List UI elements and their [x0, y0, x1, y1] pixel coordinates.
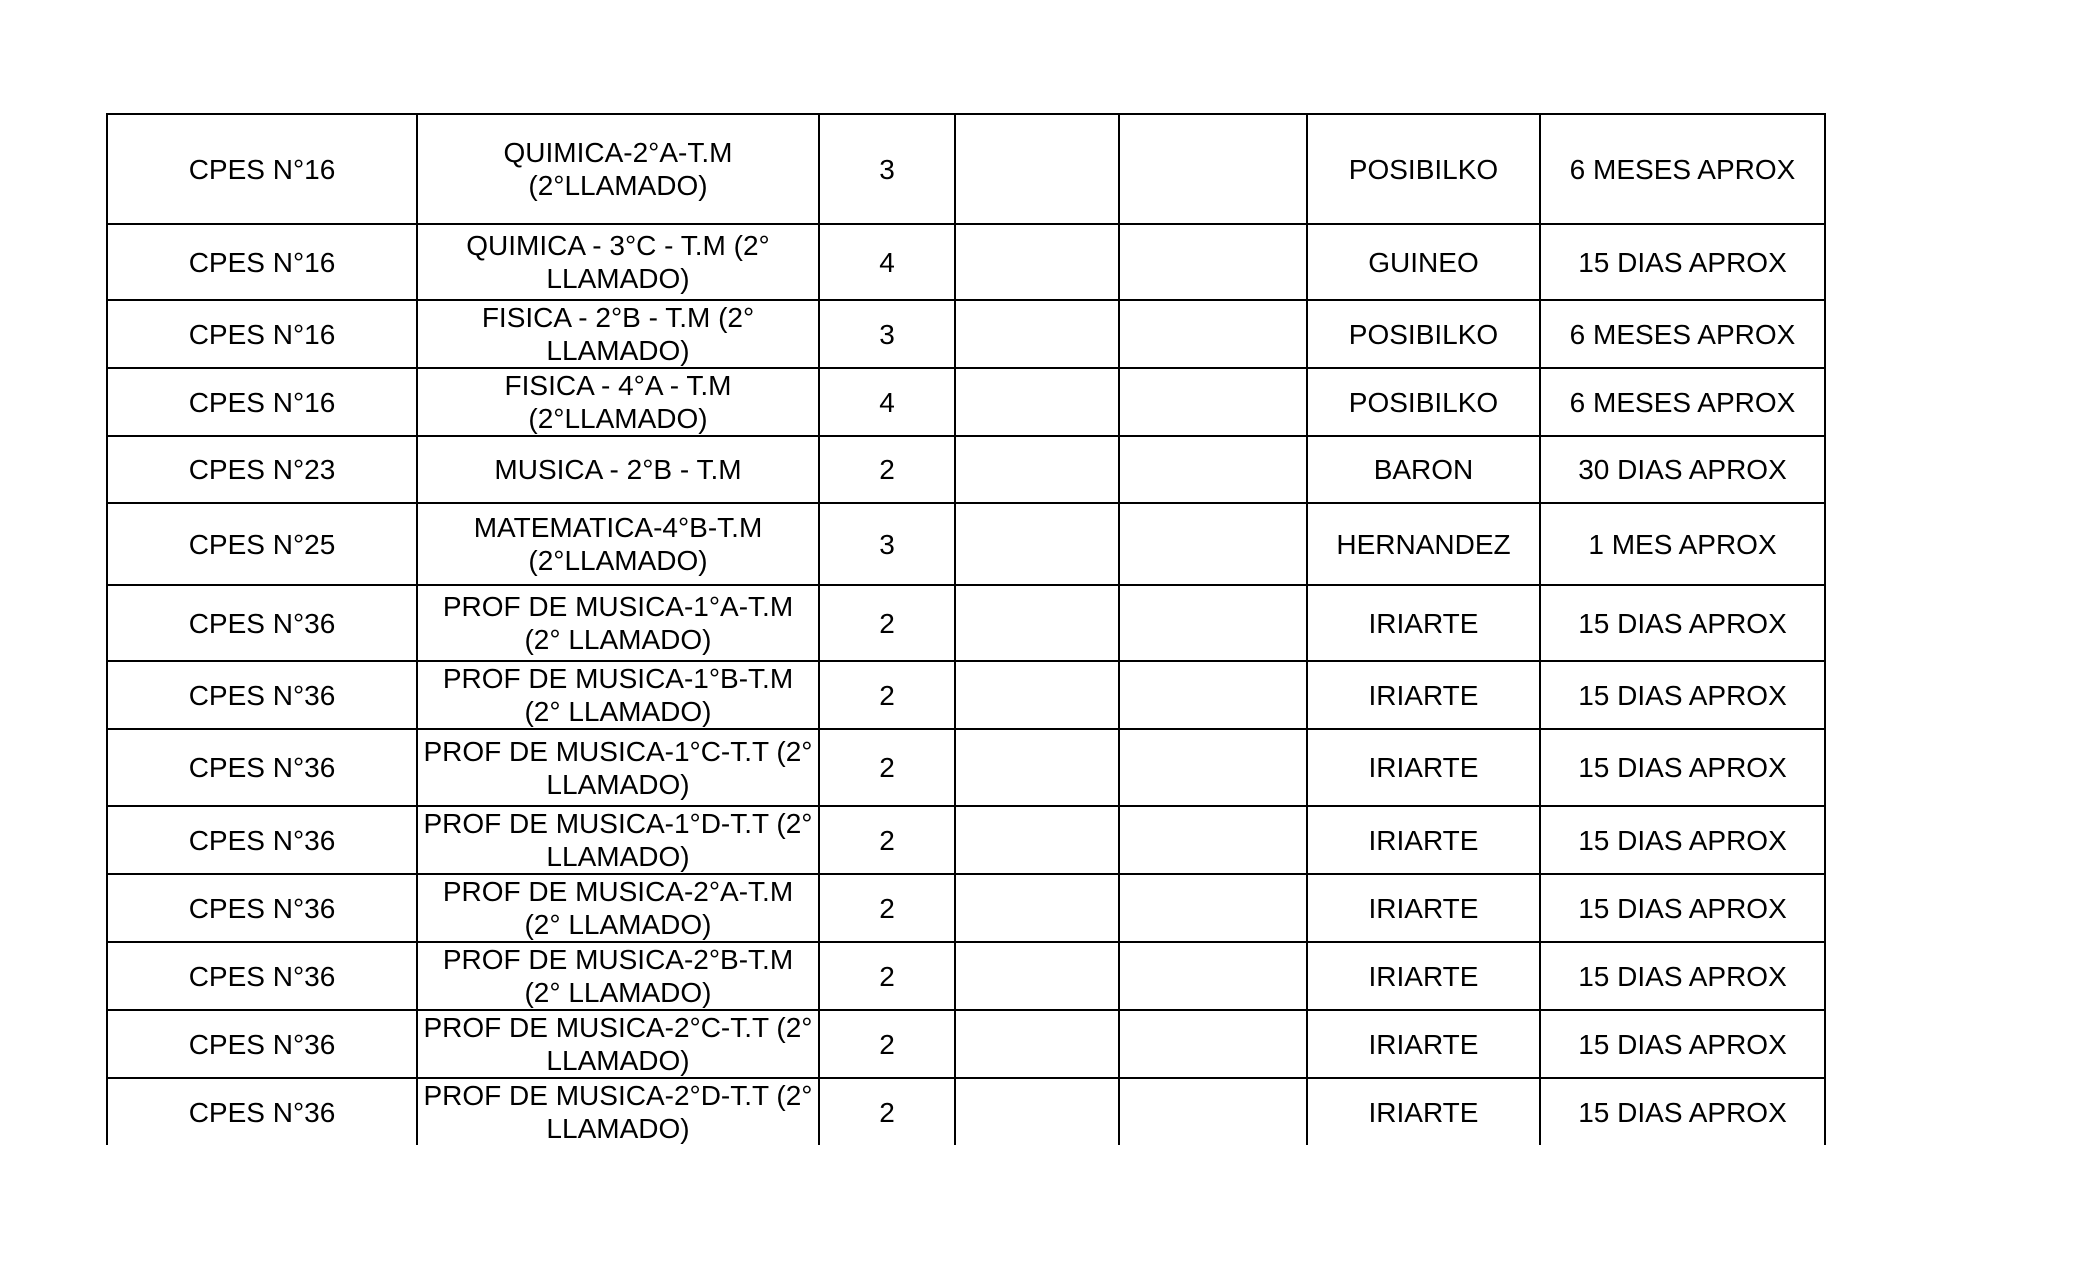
empty-cell	[955, 436, 1119, 503]
subject-cell: MUSICA - 2°B - T.M	[417, 436, 819, 503]
school-cell: CPES N°36	[107, 1078, 417, 1145]
empty-cell	[955, 661, 1119, 729]
hours-cell: 4	[819, 368, 955, 436]
subject-cell: PROF DE MUSICA-1°A-T.M (2° LLAMADO)	[417, 585, 819, 661]
school-cell: CPES N°25	[107, 503, 417, 585]
empty-cell	[1119, 300, 1307, 368]
hours-cell: 2	[819, 585, 955, 661]
duration-cell: 6 MESES APROX	[1540, 114, 1825, 224]
empty-cell	[955, 729, 1119, 806]
teacher-cell: IRIARTE	[1307, 806, 1540, 874]
empty-cell	[955, 114, 1119, 224]
duration-cell: 15 DIAS APROX	[1540, 942, 1825, 1010]
empty-cell	[1119, 874, 1307, 942]
teacher-cell: GUINEO	[1307, 224, 1540, 300]
hours-cell: 3	[819, 300, 955, 368]
empty-cell	[1119, 224, 1307, 300]
school-cell: CPES N°36	[107, 874, 417, 942]
empty-cell	[1119, 114, 1307, 224]
empty-cell	[1119, 729, 1307, 806]
school-cell: CPES N°36	[107, 729, 417, 806]
table-row	[107, 114, 1825, 224]
hours-cell: 2	[819, 1010, 955, 1078]
subject-cell: PROF DE MUSICA-2°D-T.T (2° LLAMADO)	[417, 1078, 819, 1145]
empty-cell	[955, 874, 1119, 942]
empty-cell	[1119, 585, 1307, 661]
subject-cell: FISICA - 2°B - T.M (2° LLAMADO)	[417, 300, 819, 368]
school-cell: CPES N°16	[107, 114, 417, 224]
subject-cell: PROF DE MUSICA-1°D-T.T (2° LLAMADO)	[417, 806, 819, 874]
school-cell: CPES N°36	[107, 585, 417, 661]
duration-cell: 6 MESES APROX	[1540, 368, 1825, 436]
duration-cell: 15 DIAS APROX	[1540, 874, 1825, 942]
subject-cell: QUIMICA - 3°C - T.M (2° LLAMADO)	[417, 224, 819, 300]
subject-cell: PROF DE MUSICA-2°A-T.M (2° LLAMADO)	[417, 874, 819, 942]
vacancy-table	[106, 113, 1826, 1145]
teacher-cell: IRIARTE	[1307, 942, 1540, 1010]
empty-cell	[1119, 942, 1307, 1010]
subject-cell: PROF DE MUSICA-1°C-T.T (2° LLAMADO)	[417, 729, 819, 806]
table-row	[107, 224, 1825, 300]
table-row	[107, 436, 1825, 503]
hours-cell: 3	[819, 503, 955, 585]
duration-cell: 1 MES APROX	[1540, 503, 1825, 585]
table-row	[107, 585, 1825, 661]
duration-cell: 6 MESES APROX	[1540, 300, 1825, 368]
subject-cell: PROF DE MUSICA-2°C-T.T (2° LLAMADO)	[417, 1010, 819, 1078]
empty-cell	[955, 368, 1119, 436]
duration-cell: 15 DIAS APROX	[1540, 1010, 1825, 1078]
teacher-cell: POSIBILKO	[1307, 114, 1540, 224]
empty-cell	[955, 224, 1119, 300]
school-cell: CPES N°23	[107, 436, 417, 503]
empty-cell	[1119, 436, 1307, 503]
subject-cell: PROF DE MUSICA-1°B-T.M (2° LLAMADO)	[417, 661, 819, 729]
hours-cell: 2	[819, 874, 955, 942]
table-row	[107, 661, 1825, 729]
duration-cell: 15 DIAS APROX	[1540, 806, 1825, 874]
empty-cell	[955, 585, 1119, 661]
teacher-cell: IRIARTE	[1307, 661, 1540, 729]
empty-cell	[955, 806, 1119, 874]
table-row	[107, 942, 1825, 1010]
empty-cell	[955, 1010, 1119, 1078]
empty-cell	[955, 300, 1119, 368]
table-row	[107, 503, 1825, 585]
empty-cell	[1119, 661, 1307, 729]
empty-cell	[955, 942, 1119, 1010]
hours-cell: 2	[819, 942, 955, 1010]
table-row	[107, 1078, 1825, 1145]
school-cell: CPES N°36	[107, 942, 417, 1010]
hours-cell: 3	[819, 114, 955, 224]
empty-cell	[955, 1078, 1119, 1145]
hours-cell: 2	[819, 806, 955, 874]
duration-cell: 15 DIAS APROX	[1540, 585, 1825, 661]
teacher-cell: POSIBILKO	[1307, 368, 1540, 436]
teacher-cell: HERNANDEZ	[1307, 503, 1540, 585]
duration-cell: 15 DIAS APROX	[1540, 1078, 1825, 1145]
school-cell: CPES N°36	[107, 661, 417, 729]
school-cell: CPES N°16	[107, 224, 417, 300]
teacher-cell: IRIARTE	[1307, 874, 1540, 942]
hours-cell: 2	[819, 1078, 955, 1145]
hours-cell: 2	[819, 436, 955, 503]
table-row	[107, 1010, 1825, 1078]
empty-cell	[1119, 1078, 1307, 1145]
empty-cell	[1119, 806, 1307, 874]
school-cell: CPES N°36	[107, 806, 417, 874]
empty-cell	[1119, 368, 1307, 436]
subject-cell: FISICA - 4°A - T.M (2°LLAMADO)	[417, 368, 819, 436]
school-cell: CPES N°16	[107, 368, 417, 436]
subject-cell: PROF DE MUSICA-2°B-T.M (2° LLAMADO)	[417, 942, 819, 1010]
teacher-cell: POSIBILKO	[1307, 300, 1540, 368]
subject-cell: QUIMICA-2°A-T.M (2°LLAMADO)	[417, 114, 819, 224]
table-row	[107, 806, 1825, 874]
empty-cell	[1119, 1010, 1307, 1078]
table-row	[107, 300, 1825, 368]
hours-cell: 2	[819, 661, 955, 729]
hours-cell: 4	[819, 224, 955, 300]
school-cell: CPES N°16	[107, 300, 417, 368]
duration-cell: 15 DIAS APROX	[1540, 729, 1825, 806]
duration-cell: 15 DIAS APROX	[1540, 224, 1825, 300]
teacher-cell: IRIARTE	[1307, 1010, 1540, 1078]
subject-cell: MATEMATICA-4°B-T.M (2°LLAMADO)	[417, 503, 819, 585]
teacher-cell: IRIARTE	[1307, 729, 1540, 806]
table-row	[107, 729, 1825, 806]
duration-cell: 30 DIAS APROX	[1540, 436, 1825, 503]
teacher-cell: IRIARTE	[1307, 585, 1540, 661]
table-row	[107, 368, 1825, 436]
teacher-cell: BARON	[1307, 436, 1540, 503]
hours-cell: 2	[819, 729, 955, 806]
school-cell: CPES N°36	[107, 1010, 417, 1078]
empty-cell	[955, 503, 1119, 585]
empty-cell	[1119, 503, 1307, 585]
duration-cell: 15 DIAS APROX	[1540, 661, 1825, 729]
teacher-cell: IRIARTE	[1307, 1078, 1540, 1145]
table-row	[107, 874, 1825, 942]
